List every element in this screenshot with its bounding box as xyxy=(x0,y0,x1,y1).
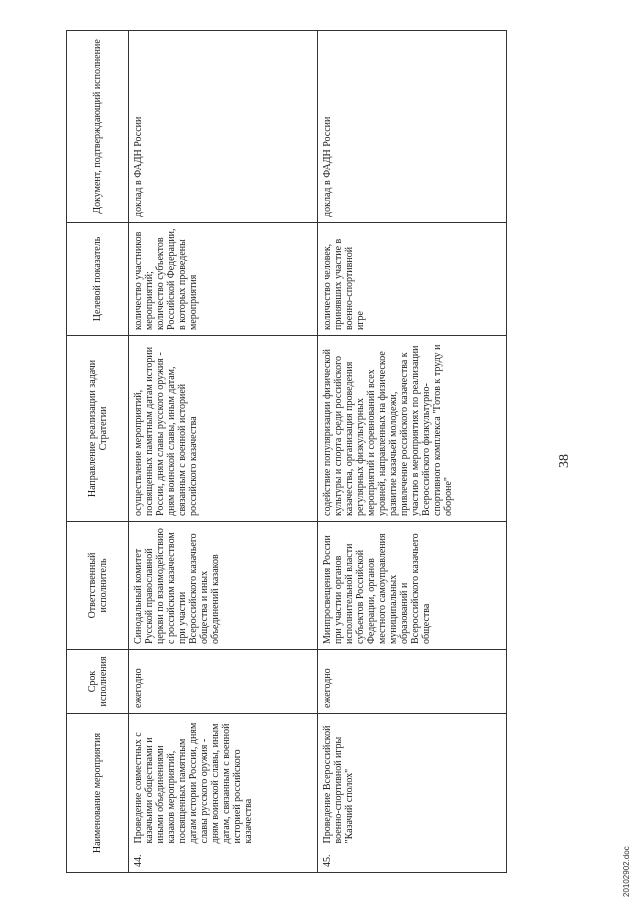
event-term: ежегодно xyxy=(318,649,507,713)
event-direction: осуществление мероприятий, посвященных памятным датам истории России, дням славы русского оружия - дням воинской славы, иным датам, связанным с военной историей российского казачества xyxy=(129,335,318,521)
table-row xyxy=(129,30,318,872)
header-document: Документ, подтверждающий исполнение xyxy=(67,30,129,222)
event-term: ежегодно xyxy=(129,649,318,713)
event-document: доклад в ФАДН России xyxy=(318,30,507,222)
event-name: Проведение Всероссийской военно-спортивной игры "Казачий сполох" xyxy=(318,713,507,848)
event-name: Проведение совместных с казачьими обществами и иными объединениями казаков мероприятий, посвященных памятным датам истории России, дням славы русского оружия - дням воинской славы, иным датам, связанным с военной историей российского казачества xyxy=(129,713,318,848)
event-indicator: количество участников мероприятий; количество субъектов Российской Федерации, в которых проведены мероприятия xyxy=(129,222,318,335)
row-number: 44. xyxy=(129,849,318,873)
page-number: 38 xyxy=(557,454,572,468)
document-id: 20102902.doc xyxy=(622,846,631,897)
row-number: 45. xyxy=(318,849,507,873)
table-row xyxy=(318,30,507,872)
header-indicator: Целевой показатель xyxy=(67,222,129,335)
table-header-row xyxy=(67,30,129,872)
header-name: Наименование мероприятия xyxy=(67,713,129,872)
event-direction: содействие популяризации физической культуры и спорта среди российского казачества, организация проведения регулярных физкультурных мероприятий и соревнований всех уровней, направленных на физическое развитие казачьей молодежи, привлечение российского казачества к участию в мероприятиях по реализации Всероссийского физкультурно-спортивного комплекса "Готов к труду и обороне" xyxy=(318,335,507,521)
event-responsible: Синодальный комитет Русской православной церкви по взаимодействию с российским казачеством при участии Всероссийского казачьего общества и иных объединений казаков xyxy=(129,521,318,649)
event-document: доклад в ФАДН России xyxy=(129,30,318,222)
header-direction: Направление реализации задачи Стратегии xyxy=(67,335,129,521)
header-term: Срок исполнения xyxy=(67,649,129,713)
header-responsible: Ответственный исполнитель xyxy=(67,521,129,649)
events-table xyxy=(66,30,507,873)
event-indicator: количество человек, принявших участие в военно-спортивной игре xyxy=(318,222,507,335)
event-responsible: Минпросвещения России при участии органов исполнительной власти субъектов Российской Федерации, органов местного самоуправления муниципальных образований и Всероссийского казачьего общества xyxy=(318,521,507,649)
